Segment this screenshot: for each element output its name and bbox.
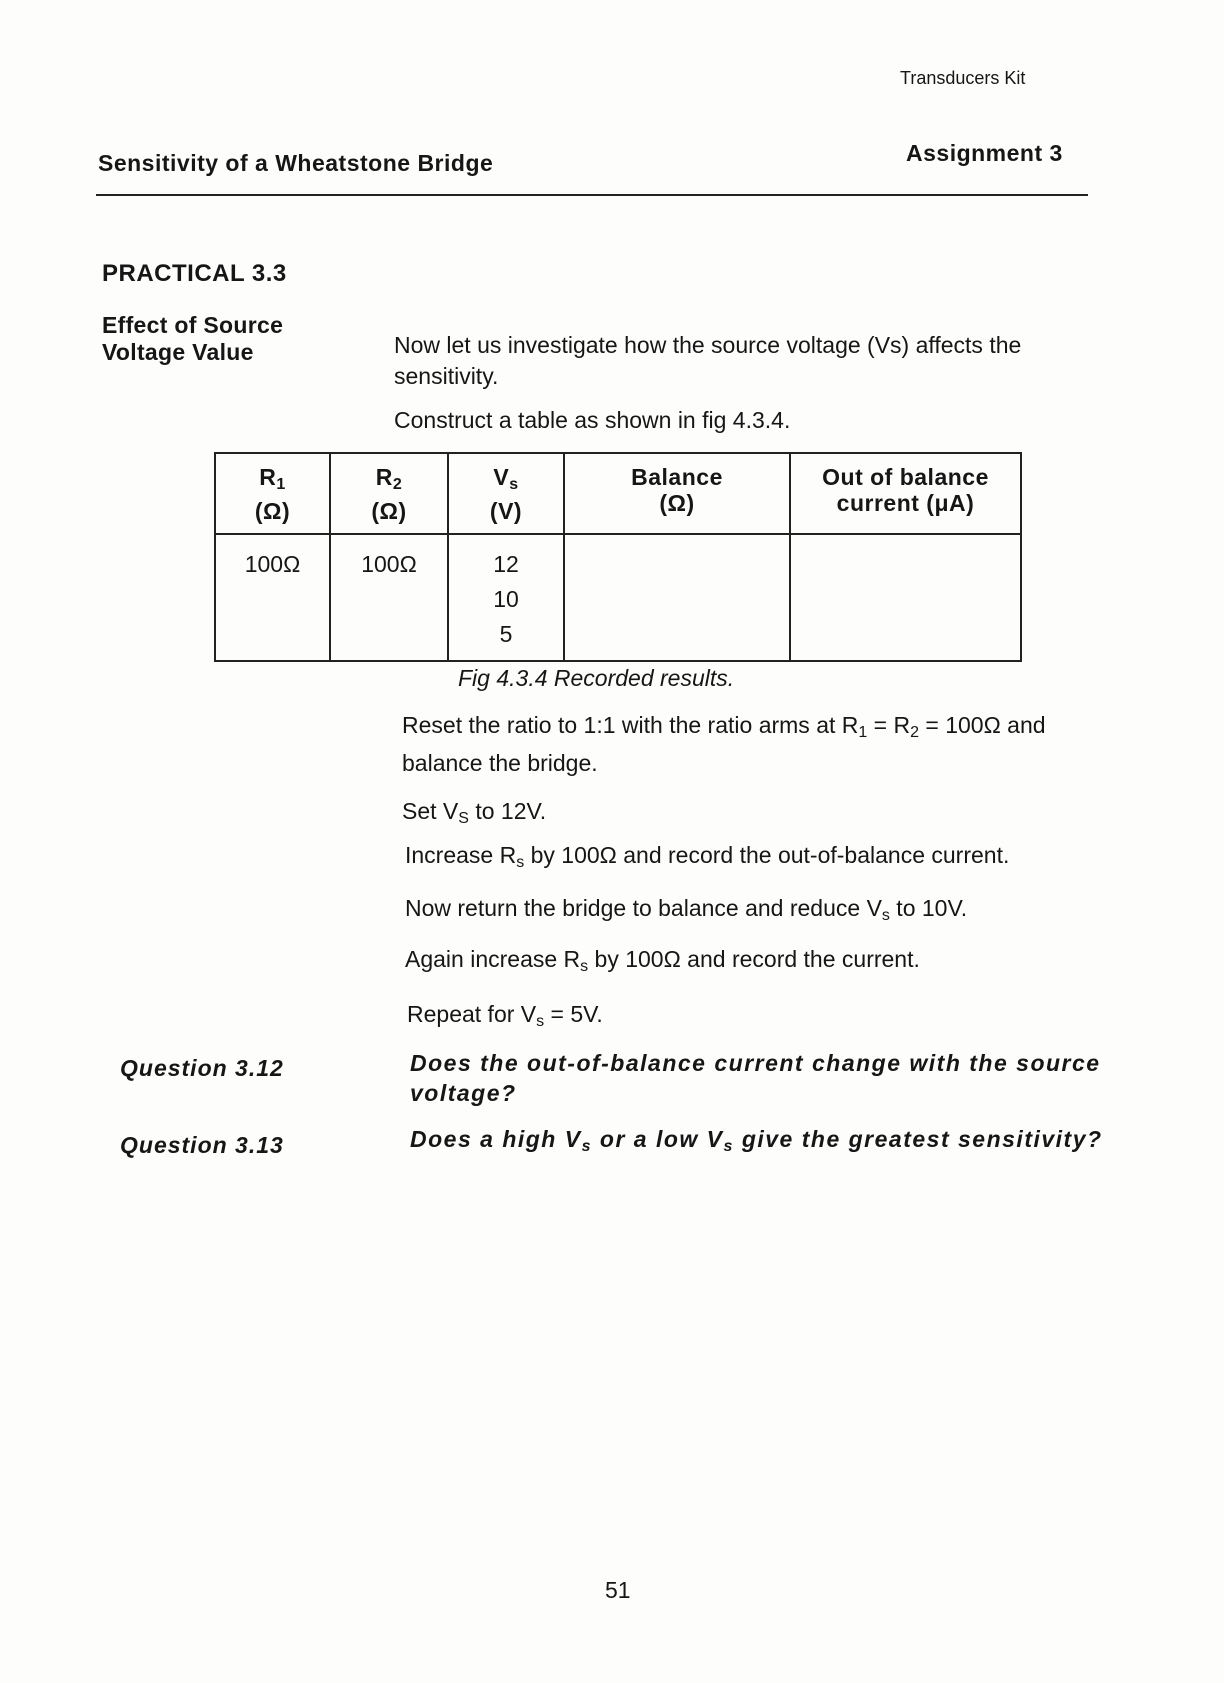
step-again-text-a: Again increase R xyxy=(405,946,581,972)
figure-caption: Fig 4.3.4 Recorded results. xyxy=(458,665,735,691)
header-balance xyxy=(564,453,790,534)
step-rep-sub: s xyxy=(536,1013,545,1030)
q13-text-c: give the greatest sensitivity? xyxy=(733,1126,1103,1152)
practical-heading: PRACTICAL 3.3 xyxy=(102,260,287,287)
q13-text-b: or a low V xyxy=(592,1126,724,1152)
table-row xyxy=(215,534,1021,661)
header-oob-line2: current (μA) xyxy=(836,490,975,516)
header-r2-sub: 2 xyxy=(392,476,403,493)
step-ret-text-a: Now return the bridge to balance and reduce V xyxy=(405,895,882,921)
question-3-12-label: Question 3.12 xyxy=(120,1055,284,1081)
cell-vs-value: 12 xyxy=(493,551,519,577)
header-r1-symbol: R xyxy=(259,464,277,490)
step-inc-text-a: Increase R xyxy=(405,842,517,868)
cell-r2: 100Ω xyxy=(330,534,448,661)
step-inc-text-b: by 100Ω and record the out-of-balance current. xyxy=(524,842,1010,868)
step-set-text-b: to 12V. xyxy=(468,798,547,824)
cell-out-of-balance xyxy=(790,534,1021,661)
header-r1-sub: 1 xyxy=(276,476,286,493)
header-r1 xyxy=(215,453,330,534)
cell-vs-value: 10 xyxy=(493,586,519,612)
step-set-vs xyxy=(402,796,546,834)
side-heading-line2: Voltage Value xyxy=(102,339,254,365)
step-inc-sub: s xyxy=(516,854,525,871)
header-balance-label: Balance xyxy=(631,464,723,490)
side-heading-line1: Effect of Source xyxy=(102,312,284,338)
results-table xyxy=(214,452,1022,662)
step-reset-sub1: 1 xyxy=(858,724,868,741)
step-again-sub: s xyxy=(580,958,589,975)
step-rep-text-a: Repeat for V xyxy=(407,1001,537,1027)
cell-r1: 100Ω xyxy=(215,534,330,661)
cell-vs xyxy=(448,534,564,661)
step-reset-text-c: = 100Ω and balance the bridge. xyxy=(402,712,1046,776)
table-header-row xyxy=(215,453,1021,534)
step-again-increase xyxy=(405,944,920,982)
header-r2 xyxy=(330,453,448,534)
side-heading xyxy=(102,312,283,366)
step-ret-sub: s xyxy=(881,907,890,924)
header-vs-symbol: V xyxy=(493,464,510,490)
step-increase-rs xyxy=(405,840,1009,878)
step-set-sub: S xyxy=(458,810,469,827)
assignment-label: Assignment 3 xyxy=(906,140,1063,166)
step-rep-text-b: = 5V. xyxy=(544,1001,603,1027)
question-3-12-text: Does the out-of-balance current change with the source voltage? xyxy=(410,1050,1101,1106)
header-oob-line1: Out of balance xyxy=(822,464,989,490)
question-3-13-text xyxy=(410,1124,1110,1162)
section-title: Sensitivity of a Wheatstone Bridge xyxy=(98,150,494,176)
q13-sub1: s xyxy=(581,1138,592,1155)
header-balance-unit: (Ω) xyxy=(659,490,695,516)
step-set-text-a: Set V xyxy=(402,798,459,824)
cell-vs-value: 5 xyxy=(499,621,513,647)
cell-balance xyxy=(564,534,790,661)
header-r2-unit: (Ω) xyxy=(371,498,407,524)
kit-name: Transducers Kit xyxy=(900,68,1026,88)
step-reset xyxy=(402,710,1102,779)
step-return-balance xyxy=(405,893,967,931)
step-reset-text-b: = R xyxy=(867,712,911,738)
header-vs-sub: s xyxy=(509,476,519,493)
step-reset-text-a: Reset the ratio to 1:1 with the ratio arms at R xyxy=(402,712,859,738)
construct-paragraph: Construct a table as shown in fig 4.3.4. xyxy=(394,407,791,433)
header-vs xyxy=(448,453,564,534)
step-again-text-b: by 100Ω and record the current. xyxy=(588,946,920,972)
q13-sub2: s xyxy=(723,1138,734,1155)
header-out-of-balance xyxy=(790,453,1021,534)
question-3-13-label: Question 3.13 xyxy=(120,1132,284,1158)
header-vs-unit: (V) xyxy=(489,498,523,524)
header-r2-symbol: R xyxy=(375,464,393,490)
step-repeat xyxy=(407,999,603,1037)
header-rule xyxy=(96,194,1088,196)
step-reset-sub2: 2 xyxy=(910,724,920,741)
header-r1-unit: (Ω) xyxy=(254,498,291,524)
intro-paragraph: Now let us investigate how the source voltage (Vs) affects the sensitivity. xyxy=(394,332,1022,389)
q13-text-a: Does a high V xyxy=(410,1126,582,1152)
page-number: 51 xyxy=(605,1577,631,1603)
step-ret-text-b: to 10V. xyxy=(889,895,968,921)
